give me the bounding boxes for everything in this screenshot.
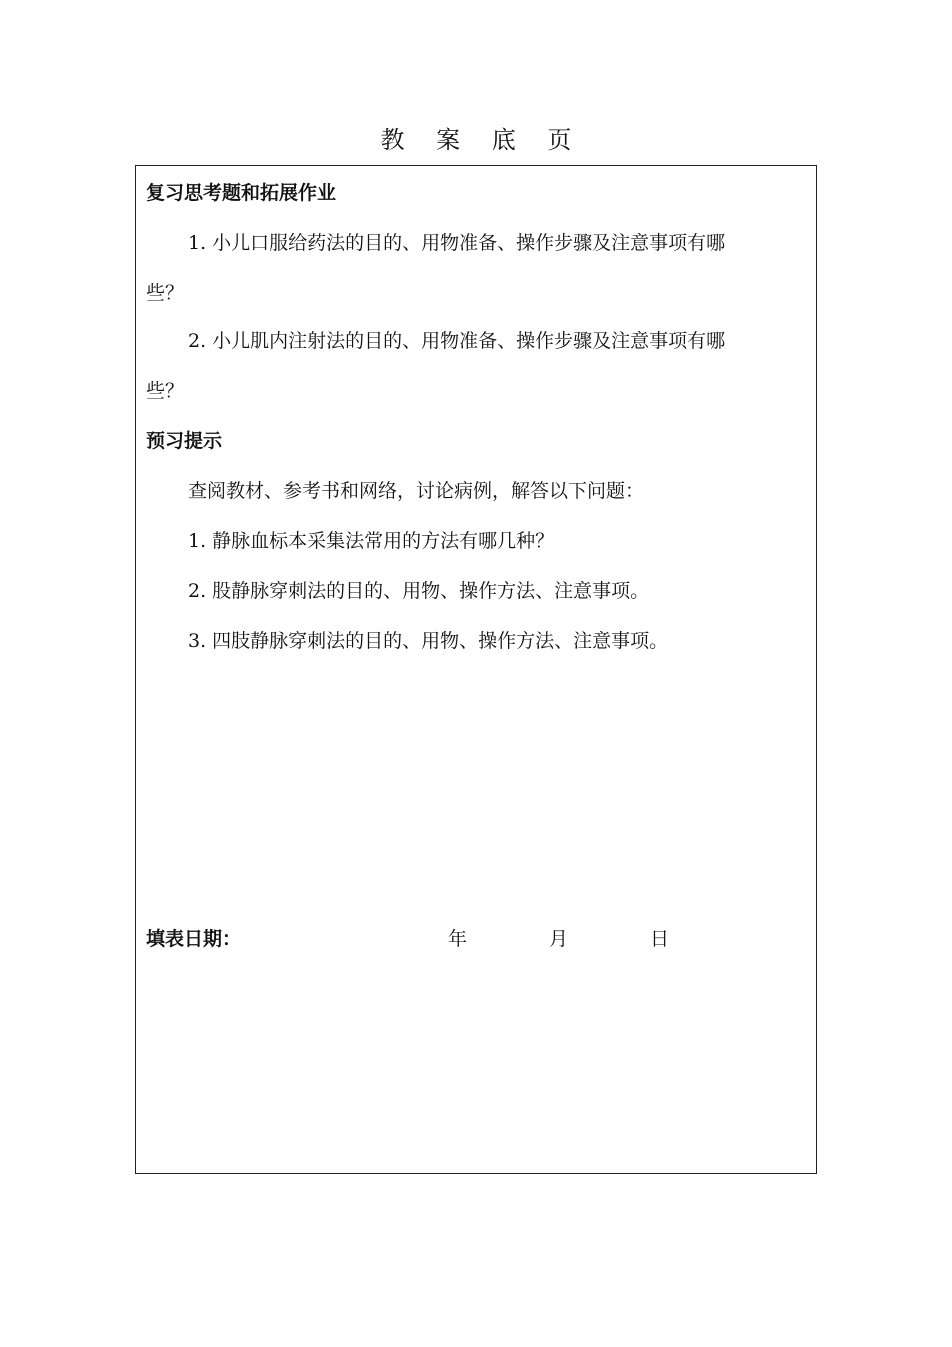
lesson-plan-frame [135, 165, 817, 1174]
fill-date-row [146, 924, 806, 954]
preview-item-2: 2. 股静脉穿刺法的目的、用物、操作方法、注意事项。 [188, 580, 650, 602]
review-item-2-line-2: 些？ [146, 380, 185, 402]
preview-intro: 查阅教材、参考书和网络，讨论病例，解答以下问题： [188, 480, 645, 502]
review-heading: 复习思考题和拓展作业 [146, 182, 337, 204]
preview-item-3: 3. 四肢静脉穿刺法的目的、用物、操作方法、注意事项。 [188, 630, 669, 652]
date-month-unit: 月 [549, 928, 569, 950]
fill-date-label: 填表日期： [146, 928, 242, 950]
review-item-1-line-1: 1. 小儿口服给药法的目的、用物准备、操作步骤及注意事项有哪 [188, 232, 726, 254]
preview-item-1: 1. 静脉血标本采集法常用的方法有哪几种？ [188, 530, 555, 552]
review-item-1-line-2: 些？ [146, 282, 185, 304]
page-title: 教 案 底 页 [380, 126, 584, 154]
review-item-2-line-1: 2. 小儿肌内注射法的目的、用物准备、操作步骤及注意事项有哪 [188, 330, 726, 352]
preview-heading: 预习提示 [146, 430, 223, 452]
date-day-unit: 日 [650, 928, 670, 950]
date-year-unit: 年 [448, 928, 468, 950]
